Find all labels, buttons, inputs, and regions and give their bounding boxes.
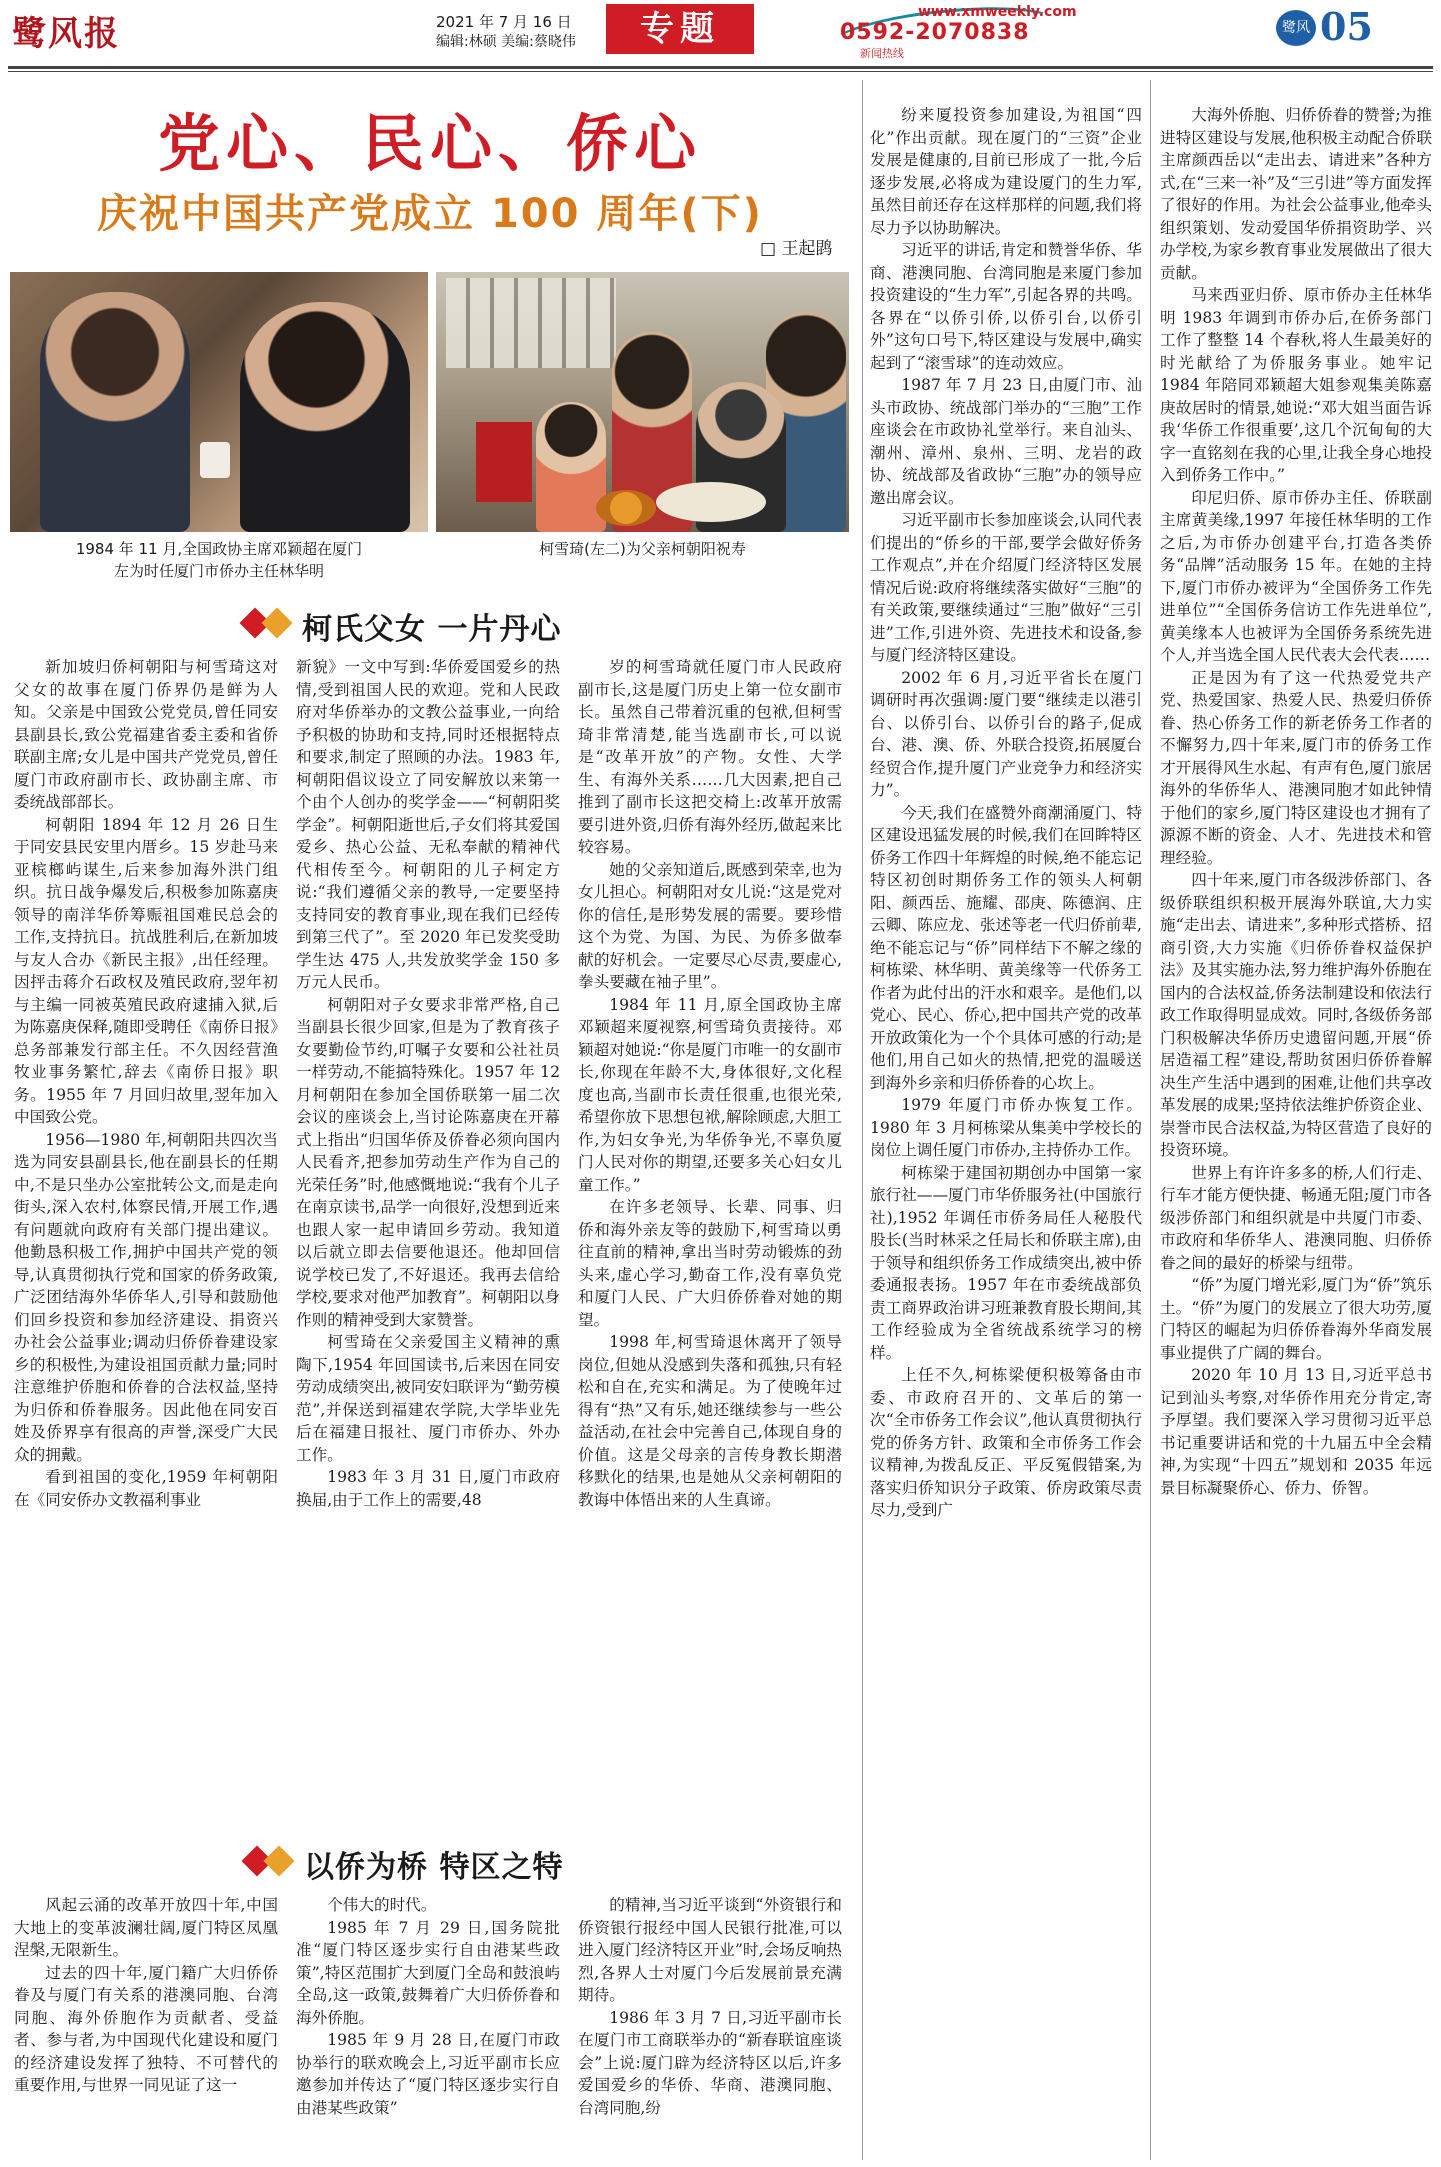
paragraph: 个伟大的时代。: [327, 1896, 437, 1914]
photo-cake: [656, 482, 766, 522]
hotline-block: [840, 4, 1077, 61]
section2-title: 以侨为桥 特区之特: [304, 1850, 564, 1885]
photo-person-right: [240, 302, 410, 532]
photo2-caption: 柯雪琦(左二)为父亲柯朝阳祝寿: [539, 540, 746, 558]
paragraph: 世界上有许许多多的桥,人们行走、行车才能方便快捷、畅通无阻;厦门市各级涉侨部门和组织就是中共厦门市委、市政府和华侨华人、港澳同胞、归侨侨眷之间的最好的桥梁与纽带。: [1160, 1163, 1432, 1272]
hotline-number: 0592-2070838: [840, 20, 1030, 45]
page-number: 05: [1320, 4, 1373, 49]
section1-title: 柯氏父女 一片丹心: [302, 612, 562, 647]
paragraph: 柯栋梁于建国初期创办中国第一家旅行社——厦门市华侨服务社(中国旅行社),1952 年调任市侨务局任人秘股代股长(当时林采之任局长和侨联主席),由于领导和组织侨务工作成绩突出,被中侨委通报表扬。1957 年在市委统战部负责工商界政治讲习班兼教育股长期间,其工作经验成为全省统战系统学习的榜样。: [870, 1163, 1142, 1362]
paragraph: 新貌》一文中写到:华侨爱国爱乡的热情,受到祖国人民的欢迎。党和人民政府对华侨举办的文教公益事业,一向给予积极的协助和支持,同时还根据特点和要求,制定了照顾的办法。1983 年,柯朝阳倡议设立了同安解放以来第一个由个人创办的奖学金——“柯朝阳奖学金”。柯朝阳逝世后,子女们将其爱国爱乡、热心公益、无私奉献的精神代代相传至今。柯朝阳的儿子柯定方说:“我们遵循父亲的教导,一定要坚持支持同安的教育事业,现在我们已经传到第三代了”。至 2020 年已发奖受助学生达 475 人,共发放奖学金 150 多万元人民币。: [296, 658, 560, 991]
paragraph: 上任不久,柯栋梁便积极筹备由市委、市政府召开的、文革后的第一次“全市侨务工作会议”,他认真贯彻执行党的侨务方针、政策和全市侨务工作会议精神,为拨乱反正、平反冤假错案,为落实归侨知识分子政策、侨房政策尽责尽力,受到广: [870, 1366, 1142, 1519]
paragraph: 四十年来,厦门市各级涉侨部门、各级侨联组织积极开展海外联谊,大力实施“走出去、请进来”,多种形式搭桥、招商引资,大力实施《归侨侨眷权益保护法》及其实施办法,努力维护海外侨胞在国内的合法权益,侨务法制建设和依法行政工作取得明显成效。同时,各级侨务部门积极解决华侨历史遗留问题,开展“侨居造福工程”建设,帮助贫困归侨侨眷解决生产生活中遇到的困难,让他们共享改革发展的成果;坚持依法维护侨资企业、崇誉市民合法权益,为特区营造了良好的投资环境。: [1160, 871, 1432, 1159]
photo-window: [446, 278, 616, 368]
section1-column-2: [296, 656, 560, 1826]
paragraph: 1985 年 7 月 29 日,国务院批准“厦门特区逐步实行自由港某些政策”,特区范围扩大到厦门全岛和鼓浪屿全岛,这一政策,鼓舞着广大归侨侨眷和海外侨胞。: [296, 1918, 560, 2027]
paragraph: 印尼归侨、原市侨办主任、侨联副主席黄美缘,1997 年接任林华明的工作之后,为市侨办创建平台,打造各类侨务“品牌”活动服务 15 年。在她的主持下,厦门市侨办被评为“全国侨务工作先进单位”“全国侨务信访工作先进单位”,黄美缘本人也被评为全国侨务系统先进个人,并当选全国人民代表大会代表……: [1160, 488, 1432, 664]
date-editors-block: [436, 12, 576, 52]
paragraph: 柯朝阳对子女要求非常严格,自己当副县长很少回家,但是为了教育孩子女要勤俭节约,叮嘱子女要和公社社员一样劳动,不能搞特殊化。1957 年 12 月柯朝阳在参加全国侨联第一届二次会议的座谈会上,当讨论陈嘉庚在开幕式上指出“归国华侨及侨眷必须向国内人民看齐,把参加劳动生产作为自己的光荣任务”时,他感慨地说:“我有个儿子在南京读书,品学一向很好,没想到近来也跟人家一起申请回乡劳动。我知道以后就立即去信要他退还。他却回信说学校已发了,不好退还。我再去信给学校,要求对他严加教育”。柯朝阳以身作则的精神受到大家赞誉。: [296, 995, 560, 1329]
photo-deng-yingchao-meeting: [10, 272, 428, 532]
paragraph: 1979 年厦门市侨办恢复工作。1980 年 3 月柯栋梁从集美中学校长的岗位上调任厦门市侨办,主持侨办工作。: [870, 1096, 1142, 1159]
paragraph: 1998 年,柯雪琦退休离开了领导岗位,但她从没感到失落和孤独,只有轻松和自在,充实和满足。为了使晚年过得有“热”又有乐,她还继续参与一些公益活动,在社会中完善自己,体现自身的价值。这是父母亲的言传身教长期潜移默化的结果,也是她从父亲柯朝阳的教诲中体悟出来的人生真谛。: [578, 1333, 842, 1509]
paragraph: 马来西亚归侨、原市侨办主任林华明 1983 年调到市侨办后,在侨务部门工作了整整 14 个春秋,将人生最美好的时光献给了为侨服务事业。她牢记 1984 年陪同邓颖超大姐参观集美陈嘉庚故居时的情景,她说:“邓大姐当面告诉我‘华侨工作很重要’,这几个沉甸甸的大字一直铭刻在我的心里,让我全身心地投入到侨务工作中。”: [1160, 286, 1432, 484]
paragraph: 岁的柯雪琦就任厦门市人民政府副市长,这是厦门历史上第一位女副市长。虽然自己带着沉重的包袱,但柯雪琦非常清楚,能当选副市长,可以说是“改革开放”的产物。女性、大学生、有海外关系……几大因素,把自己推到了副市长这把交椅上:改革开放需要引进外资,归侨有海外经历,做起来比较容易。: [578, 658, 842, 856]
website-url[interactable]: www.xmweekly.com: [918, 4, 1077, 20]
paragraph: 1985 年 9 月 28 日,在厦门市政协举行的联欢晚会上,习近平副市长应邀参加并传达了“厦门特区逐步实行自由港某些政策”: [296, 2031, 560, 2117]
paragraph: 纷来厦投资参加建设,为祖国“四化”作出贡献。现在厦门的“三资”企业发展是健康的,目前已形成了一批,今后逐步发展,必将成为建设厦门的生力军,虽然目前还存在这样那样的问题,我们将尽力予以协助解决。: [870, 106, 1142, 237]
photo-birthday-celebration: [436, 272, 849, 532]
section1-heading: [244, 600, 604, 647]
photo-gift-box: [476, 422, 532, 502]
section2-column-2: [296, 1894, 560, 2160]
article-byline: □ 王起鹍: [760, 239, 833, 259]
paragraph: 1984 年 11 月,原全国政协主席邓颖超来厦视察,柯雪琦负责接待。邓颖超对她说:“你是厦门市唯一的女副市长,你现在年龄不大,身体很好,文化程度也高,当副市长责任很重,也很光荣,希望你放下思想包袱,解除顾虑,大胆工作,为妇女争光,为华侨争光,不辜负厦门人民对你的期望,还要多关心妇女儿童工作。”: [578, 995, 842, 1194]
orange-diamond-icon: [261, 607, 292, 638]
paragraph: 习近平的讲话,肯定和赞誉华侨、华商、港澳同胞、台湾同胞是来厦门参加投资建设的“生力军”,引起各界的共鸣。各界在“以侨引侨,以侨引台,以侨引外”这句口号下,特区建设与发展中,确实起到了“滚雪球”的连动效应。: [870, 241, 1142, 372]
paragraph: 在许多老领导、长辈、同事、归侨和海外亲友等的鼓励下,柯雪琦以勇往直前的精神,拿出当时劳动锻炼的劲头来,虚心学习,勤奋工作,没有辜负党和厦门人民、广大归侨侨眷对她的期望。: [578, 1198, 842, 1329]
photo-child: [536, 402, 606, 532]
paragraph: 看到祖国的变化,1959 年柯朝阳在《同安侨办文教福利事业: [14, 1468, 278, 1509]
paragraph: 2002 年 6 月,习近平省长在厦门调研时再次强调:厦门要“继续走以港引台、以侨引台、以侨引台的路子,促成台、港、澳、侨、外联合投资,拓展厦台经贸合作,提升厦门产业竞争力和经济实力”。: [870, 668, 1142, 799]
newspaper-logo: 鹭风报: [12, 14, 120, 54]
paragraph: 今天,我们在盛赞外商潮涌厦门、特区建设迅猛发展的时候,我们在回眸特区侨务工作四十年辉煌的时候,绝不能忘记特区初创时期侨务工作的领头人柯朝阳、颜西岳、施耀、邵庚、陈德润、庄云卿、陈应龙、张述等老一代归侨前辈,绝不能忘记与“侨”同样结下不解之缘的柯栋梁、林华明、黄美缘等一代侨务工作者为此付出的汗水和艰辛。是他们,以党心、民心、侨心,把中国共产党的改革开放政策化为一个个具体可感的行动;是他们,用自己如火的热情,把党的温暖送到海外乡亲和归侨侨眷的心坎上。: [870, 803, 1142, 1092]
column-divider: [862, 80, 863, 2160]
right-column-2: [1160, 104, 1432, 2162]
paragraph: 新加坡归侨柯朝阳与柯雪琦这对父女的故事在厦门侨界仍是鲜为人知。父亲是中国致公党党员,曾任同安县副县长,致公党福建省委主委和省侨联副主席;女儿是中国共产党党员,曾任厦门市政府副市长、政协副主席、市委统战部部长。: [14, 658, 278, 811]
photo-person-left: [40, 292, 190, 532]
column-divider: [1150, 80, 1151, 2160]
paragraph: 的精神,当习近平谈到“外资银行和侨资银行报经中国人民银行批准,可以进入厦门经济特区开业”时,会场反响热烈,各界人士对厦门今后发展前景充满期待。: [578, 1896, 842, 2004]
photo-teacup: [200, 442, 230, 478]
issue-date: 2021 年 7 月 16 日: [436, 13, 572, 31]
paragraph: 过去的四十年,厦门籍广大归侨侨眷及与厦门有关系的港澳同胞、台湾同胞、海外侨胞作为贡献者、受益者、参与者,为中国现代化建设和厦门的经济建设发挥了独特、不可替代的重要作用,与世界一同见证了这一: [14, 1963, 278, 2094]
photo1-caption: [10, 538, 428, 582]
paragraph: 习近平副市长参加座谈会,认同代表们提出的“侨乡的干部,要学会做好侨务工作观点”,并在介绍厦门经济特区发展情况后说:政府将继续落实做好“三胞”的有关政策,要继续通过“三胞”做好“三引进”工作,引进外资、先进技术和设备,参与厦门经济特区建设。: [870, 511, 1142, 664]
photo-fruit-plate: [596, 490, 656, 526]
photo1-caption-line2: 左为时任厦门市侨办主任林华明: [113, 562, 324, 580]
masthead: [0, 0, 1441, 68]
section2-column-1: [14, 1894, 278, 2160]
article-headline: [0, 104, 860, 244]
section2-column-3: [578, 1894, 842, 2160]
paragraph: 风起云涌的改革开放四十年,中国大地上的变革波澜壮阔,厦门特区凤凰涅槃,无限新生。: [14, 1896, 278, 1959]
egret-emblem-icon: 鹭风: [1276, 10, 1316, 46]
article-subtitle: 庆祝中国共产党成立 100 周年(下): [97, 191, 763, 237]
paragraph: 正是因为有了这一代热爱党共产党、热爱国家、热爱人民、热爱归侨侨眷、热心侨务工作的新老侨务工作者的不懈努力,四十年来,厦门市的侨务工作才开展得风生水起、有声有色,厦门旅居海外的华侨华人、港澳同胞才如此钟情于他们的家乡,厦门特区建设也才拥有了源源不断的资金、人才、先进技术和管理经验。: [1160, 668, 1432, 867]
paragraph: 1983 年 3 月 31 日,厦门市政府换届,由于工作上的需要,48: [296, 1468, 560, 1509]
paragraph: 1986 年 3 月 7 日,习近平副市长在厦门市工商联举办的“新春联谊座谈会”上说:厦门辟为经济特区以后,许多爱国爱乡的华侨、华商、港澳同胞、台湾同胞,纷: [578, 2008, 842, 2117]
section1-column-3: [578, 656, 842, 1826]
orange-diamond-icon: [263, 1845, 294, 1876]
paragraph: 2020 年 10 月 13 日,习近平总书记到汕头考察,对华侨作用充分肯定,寄予厚望。我们要深入学习贯彻习近平总书记重要讲话和党的十九届五中全会精神,为实现“十四五”规划和 2035 年远景目标凝聚侨心、侨力、侨智。: [1160, 1366, 1432, 1497]
masthead-rule: [8, 66, 1433, 69]
paragraph: “侨”为厦门增光彩,厦门为“侨”筑乐土。“侨”为厦门的发展立了很大功劳,厦门特区的崛起为归侨侨眷海外华商发展事业提供了广阔的舞台。: [1160, 1276, 1432, 1362]
editors-line: 编辑:林硕 美编:蔡晓伟: [436, 34, 576, 50]
article-title: 党心、民心、侨心: [157, 107, 702, 180]
paragraph: 柯朝阳 1894 年 12 月 26 日生于同安县民安里内厝乡。15 岁赴马来亚槟榔屿谋生,后来参加海外洪门组织。抗日战争爆发后,积极参加陈嘉庚领导的南洋华侨筹赈祖国难民总会的工作,支持抗日。抗战胜利后,在新加坡与友人合办《新民主报》,出任经理。因抨击蒋介石政权及殖民政府,翌年初与主编一同被英殖民政府逮捕入狱,后为陈嘉庚保释,随即受聘任《南侨日报》总务部兼发行部主任。不久因经营渔牧业事务繁忙,辞去《南侨日报》职务。1955 年 7 月回归故里,翌年加入中国致公党。: [14, 815, 278, 1126]
paragraph: 1987 年 7 月 23 日,由厦门市、汕头市政协、统战部门举办的“三胞”工作座谈会在市政协礼堂举行。来自汕头、潮州、漳州、泉州、三明、龙岩的政协、统战部及省政协“三胞”办的领导应邀出席会议。: [870, 376, 1142, 507]
section2-heading: [246, 1838, 606, 1885]
section-tag: 专题: [606, 4, 754, 54]
paragraph: 大海外侨胞、归侨侨眷的赞誉;为推进特区建设与发展,他积极主动配合侨联主席颜西岳以“走出去、请进来”各种方式,在“三来一补”及“三引进”等方面发挥了很好的作用。为社会公益事业,他牵头组织策划、发动爱国华侨捐资助学、兴办学校,为家乡教育事业发展做出了很大贡献。: [1160, 106, 1432, 282]
right-column-1: [870, 104, 1142, 2162]
masthead-rule-thin: [8, 71, 1433, 72]
photo1-caption-line1: 1984 年 11 月,全国政协主席邓颖超在厦门: [75, 540, 363, 558]
paragraph: 她的父亲知道后,既感到荣幸,也为女儿担心。柯朝阳对女儿说:“这是党对你的信任,是形势发展的需要。要珍惜这个为党、为国、为民、为侨多做奉献的好机会。一定要尽心尽责,要虚心,拳头要藏在袖子里”。: [578, 860, 842, 991]
section1-column-1: [14, 656, 278, 1826]
paragraph: 柯雪琦在父亲爱国主义精神的熏陶下,1954 年回国读书,后来因在同安劳动成绩突出,被同安妇联评为“勤劳模范”,并保送到福建农学院,大学毕业先后在福建日报社、厦门市侨办、外办工作。: [296, 1333, 560, 1464]
hotline-label: 新闻热线: [860, 47, 904, 60]
paragraph: 1956—1980 年,柯朝阳共四次当选为同安县副县长,他在副县长的任期中,不是只坐办公室批转公文,而是走向街头,深入农村,体察民情,开展工作,遇有问题就向政府有关部门提出建议。他勤恳积极工作,拥护中国共产党的领导,认真贯彻执行党和国家的侨务政策,广泛团结海外华侨华人,引导和鼓励他们回乡投资和参加经济建设、捐资兴办社会公益事业;调动归侨侨眷建设家乡的积极性,为建设祖国贡献力量;同时注意维护侨胞和侨眷的合法权益,坚持为归侨和侨眷服务。因此他在同安百姓及侨界享有很高的声誉,深受广大民众的拥戴。: [14, 1130, 278, 1464]
